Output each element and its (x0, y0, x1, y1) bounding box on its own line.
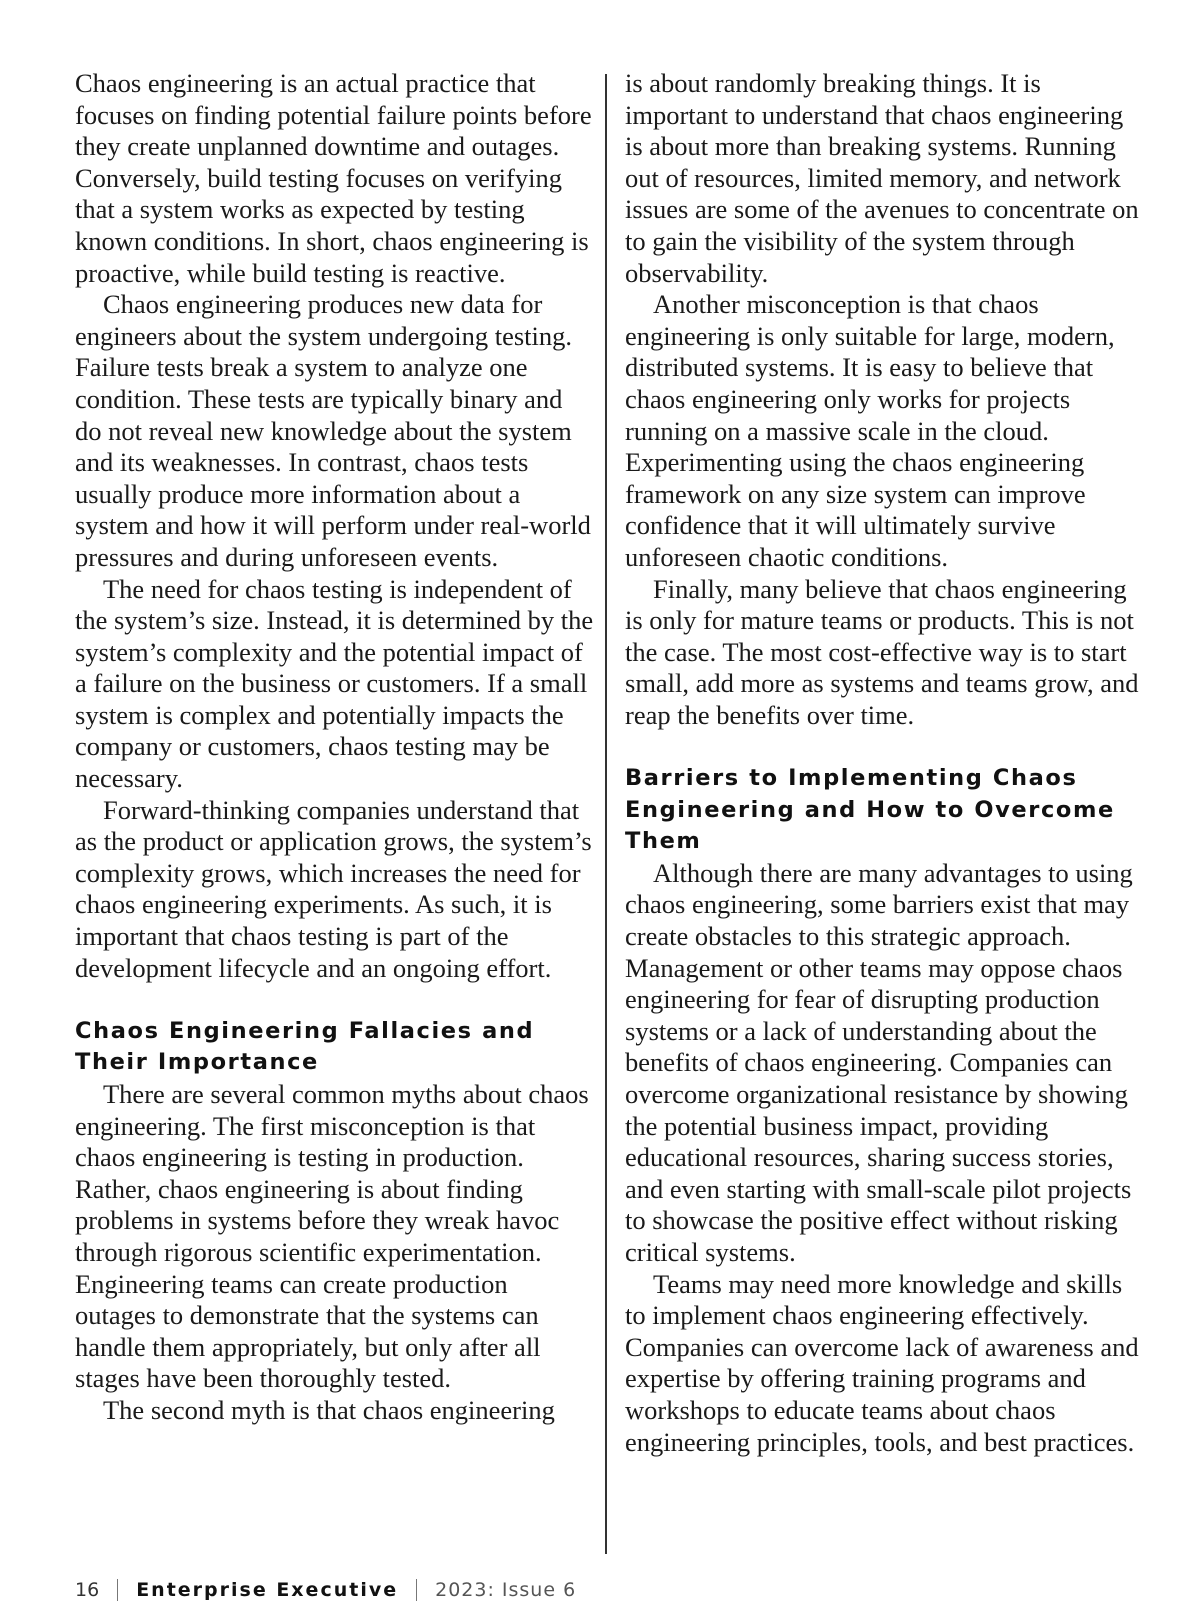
section-heading: Barriers to Implementing Chaos Engineering and How to Overcome Them (625, 765, 1115, 855)
footer-divider (117, 1579, 118, 1601)
paragraph: Although there are many advantages to using chaos engineering, some barriers exist that may create obstacles to this strategic approach. Management or other teams may oppose chaos engineering for fear of disrupting production systems or a lack of understanding about the benefits of chaos engineering. Companies can overcome organizational resistance by showing the potential business impact, providing educational resources, sharing success stories, and even starting with small-scale pilot projects to showcase the positive effect without risking critical systems. (625, 857, 1133, 1267)
paragraph: Chaos engineering produces new data for engineers about the system undergoing testing. Failure tests break a system to analyze one condition. These tests are typically binary and do not reveal new knowledge about the system and its weaknesses. In contrast, chaos tests usually produce more information about a system and how it will perform under real-world pressures and during unforeseen events. (75, 289, 591, 572)
paragraph: The second myth is that chaos engineering (103, 1394, 555, 1425)
section-heading: Chaos Engineering Fallacies and Their Importance (75, 1017, 535, 1076)
publication-name: Enterprise Executive (136, 1579, 399, 1601)
paragraph: is about randomly breaking things. It is important to understand that chaos engineering is about more than breaking systems. Running out of resources, limited memory, and network issues are some of the avenues to concentrate on to gain the visibility of the system through observability. (625, 68, 1139, 288)
column-divider (605, 74, 607, 1554)
paragraph: The need for chaos testing is independent of the system’s size. Instead, it is determined by the system’s complexity and the potential impact of a failure on the business or customers. If a small system is complex and potentially impacts the company or customers, chaos testing may be necessary. (75, 573, 594, 794)
issue-label: 2023: Issue 6 (435, 1579, 577, 1601)
footer-divider (416, 1579, 417, 1601)
paragraph: Forward-thinking companies understand that as the product or application grows, the system’s complexity grows, which increases the need for chaos engineering experiments. As such, it is important that chaos testing is part of the development lifecycle and an ongoing effort. (75, 794, 592, 983)
page-number: 16 (75, 1579, 100, 1601)
left-column (75, 68, 595, 1427)
paragraph: Another misconception is that chaos engineering is only suitable for large, modern, distributed systems. It is easy to believe that chaos engineering only works for projects running on a massive scale in the cloud. Experimenting using the chaos engineering framework on any size system can improve confidence that it will ultimately survive unforeseen chaotic conditions. (625, 289, 1115, 572)
paragraph: There are several common myths about chaos engineering. The first misconception is that chaos engineering is testing in production. Rather, chaos engineering is about finding problems in systems before they wreak havoc through rigorous scientific experimentation. Engineering teams can create production outages to demonstrate that the systems can handle them appropriately, but only after all stages have been thoroughly tested. (75, 1079, 589, 1394)
right-column (625, 68, 1145, 1458)
paragraph: Finally, many believe that chaos engineering is only for mature teams or products. This is not the case. The most cost-effective way is to start small, add more as systems and teams grow, and reap the benefits over time. (625, 573, 1139, 730)
paragraph: Teams may need more knowledge and skills to implement chaos engineering effectively. Companies can overcome lack of awareness and expertise by offering training programs and workshops to educate teams about chaos engineering principles, tools, and best practices. (625, 1268, 1139, 1457)
page-footer (75, 1575, 576, 1605)
paragraph: Chaos engineering is an actual practice that focuses on finding potential failure points before they create unplanned downtime and outages. Conversely, build testing focuses on verifying that a system works as expected by testing known conditions. In short, chaos engineering is proactive, while build testing is reactive. (75, 68, 592, 288)
